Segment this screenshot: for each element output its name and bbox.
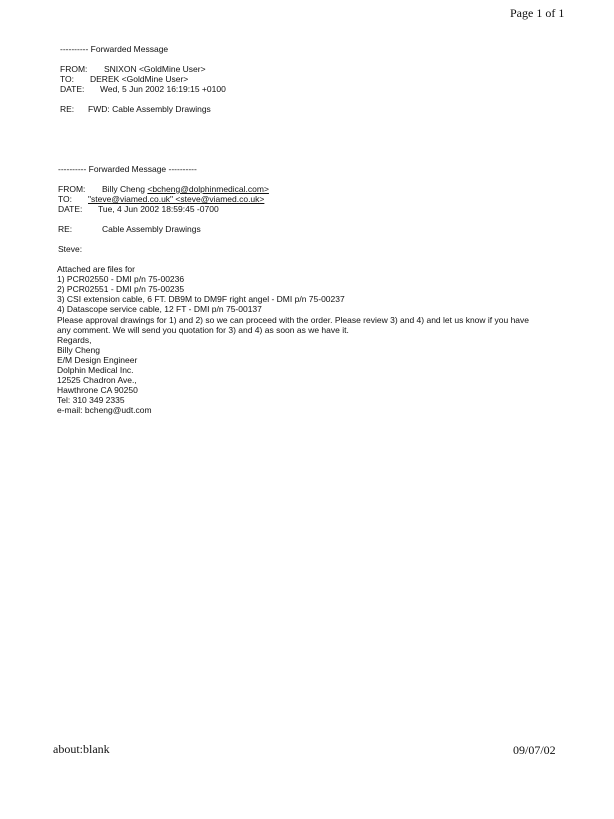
footer-date: 09/07/02 xyxy=(513,743,556,757)
body-line: Regards, xyxy=(57,335,92,345)
date-value: Tue, 4 Jun 2002 18:59:45 -0700 xyxy=(98,204,219,214)
body-line: Tel: 310 349 2335 xyxy=(57,395,125,405)
body-line: E/M Design Engineer xyxy=(57,355,138,365)
re-value: Cable Assembly Drawings xyxy=(102,224,201,234)
body-line: 1) PCR02550 - DMI p/n 75-00236 xyxy=(57,274,185,284)
body-line: e-mail: bcheng@udt.com xyxy=(57,405,152,415)
date-line-2 xyxy=(58,204,219,214)
from-email-link[interactable]: <bcheng@dolphinmedical.com> xyxy=(147,184,269,194)
date-label: DATE: xyxy=(58,204,83,214)
re-line-1 xyxy=(60,104,211,114)
body-line: 3) CSI extension cable, 6 FT. DB9M to DM9F right angel - DMI p/n 75-00237 xyxy=(57,294,345,304)
from-name: Billy Cheng xyxy=(102,184,148,194)
body-line: any comment. We will send you quotation for 3) and 4) as soon as we have it. xyxy=(57,325,349,335)
forward-banner-1: ---------- Forwarded Message xyxy=(60,44,169,54)
date-label: DATE: xyxy=(60,84,85,94)
to-label: TO: xyxy=(60,74,75,84)
to-name-link[interactable]: "steve@viamed.co.uk" xyxy=(88,194,176,204)
from-label: FROM: xyxy=(60,64,88,74)
to-value: DEREK <GoldMine User> xyxy=(90,74,189,84)
from-value: SNIXON <GoldMine User> xyxy=(104,64,206,74)
to-label: TO: xyxy=(58,194,73,204)
re-line-2 xyxy=(58,224,201,234)
footer-url: about:blank xyxy=(53,742,110,756)
body-line: Hawthrone CA 90250 xyxy=(57,385,138,395)
forward-banner-2: ---------- Forwarded Message ---------- xyxy=(58,164,197,174)
re-label: RE: xyxy=(58,224,73,234)
from-line-2 xyxy=(58,184,269,194)
body-line: 12525 Chadron Ave., xyxy=(57,375,137,385)
date-value: Wed, 5 Jun 2002 16:19:15 +0100 xyxy=(100,84,226,94)
re-label: RE: xyxy=(60,104,75,114)
body-line: 4) Datascope service cable, 12 FT - DMI p/n 75-00137 xyxy=(57,304,262,314)
body-line: Billy Cheng xyxy=(57,345,100,355)
to-email-link[interactable]: <steve@viamed.co.uk> xyxy=(175,194,265,204)
greeting: Steve: xyxy=(58,244,83,254)
from-label: FROM: xyxy=(58,184,86,194)
body-line: Dolphin Medical Inc. xyxy=(57,365,134,375)
re-value: FWD: Cable Assembly Drawings xyxy=(88,104,211,114)
from-line-1 xyxy=(60,64,206,74)
date-line-1 xyxy=(60,84,226,94)
to-line-2 xyxy=(58,194,264,204)
body-line: Please approval drawings for 1) and 2) so we can proceed with the order. Please review 3) and 4) and let us know if you have xyxy=(57,315,530,325)
to-line-1 xyxy=(60,74,188,84)
body-line: 2) PCR02551 - DMI p/n 75-00235 xyxy=(57,284,185,294)
body-line: Attached are files for xyxy=(57,264,135,274)
page-header: Page 1 of 1 xyxy=(510,6,565,20)
